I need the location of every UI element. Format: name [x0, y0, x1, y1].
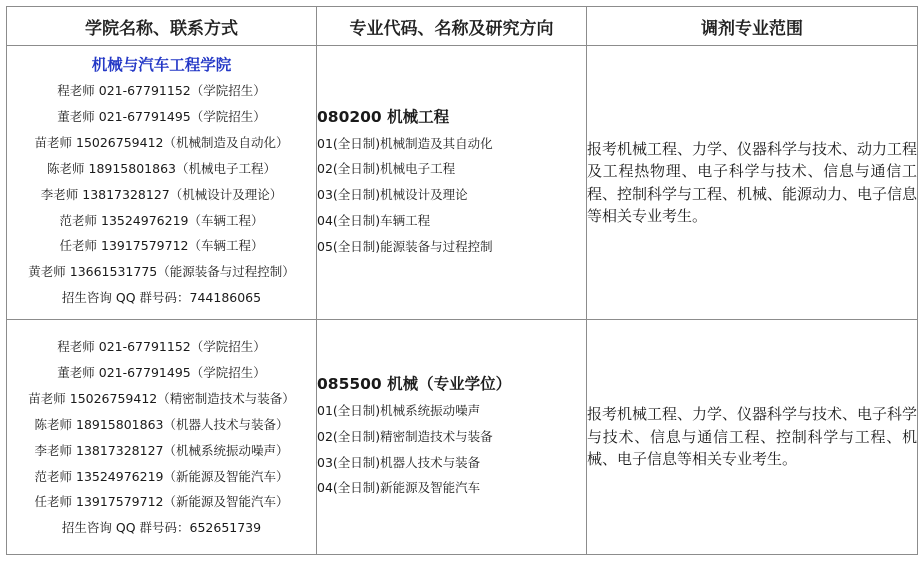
contacts-cell — [7, 46, 317, 320]
school-name: 机械与汽车工程学院 — [91, 56, 232, 74]
contact-line: 李老师 13817328127（机械设计及理论） — [40, 186, 283, 202]
header-row — [7, 7, 918, 46]
header-school-contact: 学院名称、联系方式 — [7, 7, 317, 46]
major-title: 080200 机械工程 — [317, 107, 450, 126]
contact-line: 范老师 13524976219（新能源及智能汽车） — [34, 468, 289, 484]
contacts-cell — [7, 320, 317, 555]
header-major: 专业代码、名称及研究方向 — [317, 7, 587, 46]
admissions-table — [6, 6, 918, 555]
contact-line: 任老师 13917579712（新能源及智能汽车） — [34, 494, 289, 510]
qq-group-line: 招生咨询 QQ 群号码：744186065 — [61, 290, 262, 306]
contact-line: 李老师 13817328127（机械系统振动噪声） — [34, 442, 289, 458]
research-direction: 04(全日制)车辆工程 — [317, 212, 431, 228]
research-direction: 03(全日制)机器人技术与装备 — [317, 454, 481, 470]
adjustment-scope-text: 报考机械工程、力学、仪器科学与技术、动力工程及工程热物理、电子科学与技术、信息与通信工程、控制科学与工程、机械、能源动力、电子信息等相关专业考生。 — [587, 139, 918, 225]
contact-line: 程老师 021-67791152（学院招生） — [57, 339, 266, 354]
contact-line: 苗老师 15026759412（机械制造及自动化） — [34, 134, 289, 150]
qq-group-line: 招生咨询 QQ 群号码：652651739 — [61, 520, 262, 536]
scope-cell — [587, 46, 918, 320]
research-direction: 03(全日制)机械设计及理论 — [317, 187, 468, 203]
research-direction: 01(全日制)机械制造及其自动化 — [317, 135, 493, 151]
research-direction: 05(全日制)能源装备与过程控制 — [317, 238, 493, 254]
contact-line: 陈老师 18915801863（机械电子工程） — [47, 160, 276, 176]
contact-line: 黄老师 13661531775（能源装备与过程控制） — [28, 264, 295, 280]
contact-line: 苗老师 15026759412（精密制造技术与装备） — [28, 390, 295, 406]
header-adjustment-scope: 调剂专业范围 — [587, 7, 918, 46]
research-direction: 04(全日制)新能源及智能汽车 — [317, 480, 481, 496]
research-direction: 02(全日制)机械电子工程 — [317, 161, 456, 177]
contact-line: 董老师 021-67791495（学院招生） — [57, 364, 266, 380]
adjustment-scope-text: 报考机械工程、力学、仪器科学与技术、电子科学与技术、信息与通信工程、控制科学与工程、机械、电子信息等相关专业考生。 — [587, 405, 918, 469]
contact-line: 程老师 021-67791152（学院招生） — [57, 83, 266, 98]
research-direction: 02(全日制)精密制造技术与装备 — [317, 428, 493, 444]
table-row — [7, 46, 918, 320]
contact-line: 范老师 13524976219（车辆工程） — [59, 212, 264, 228]
contact-line: 陈老师 18915801863（机器人技术与装备） — [34, 416, 289, 432]
major-cell — [317, 320, 587, 555]
table-row — [7, 320, 918, 555]
major-title: 085500 机械（专业学位） — [317, 374, 512, 393]
scope-cell — [587, 320, 918, 555]
contact-line: 任老师 13917579712（车辆工程） — [59, 238, 264, 254]
contact-line: 董老师 021-67791495（学院招生） — [57, 108, 266, 124]
research-direction: 01(全日制)机械系统振动噪声 — [317, 402, 481, 418]
major-cell — [317, 46, 587, 320]
